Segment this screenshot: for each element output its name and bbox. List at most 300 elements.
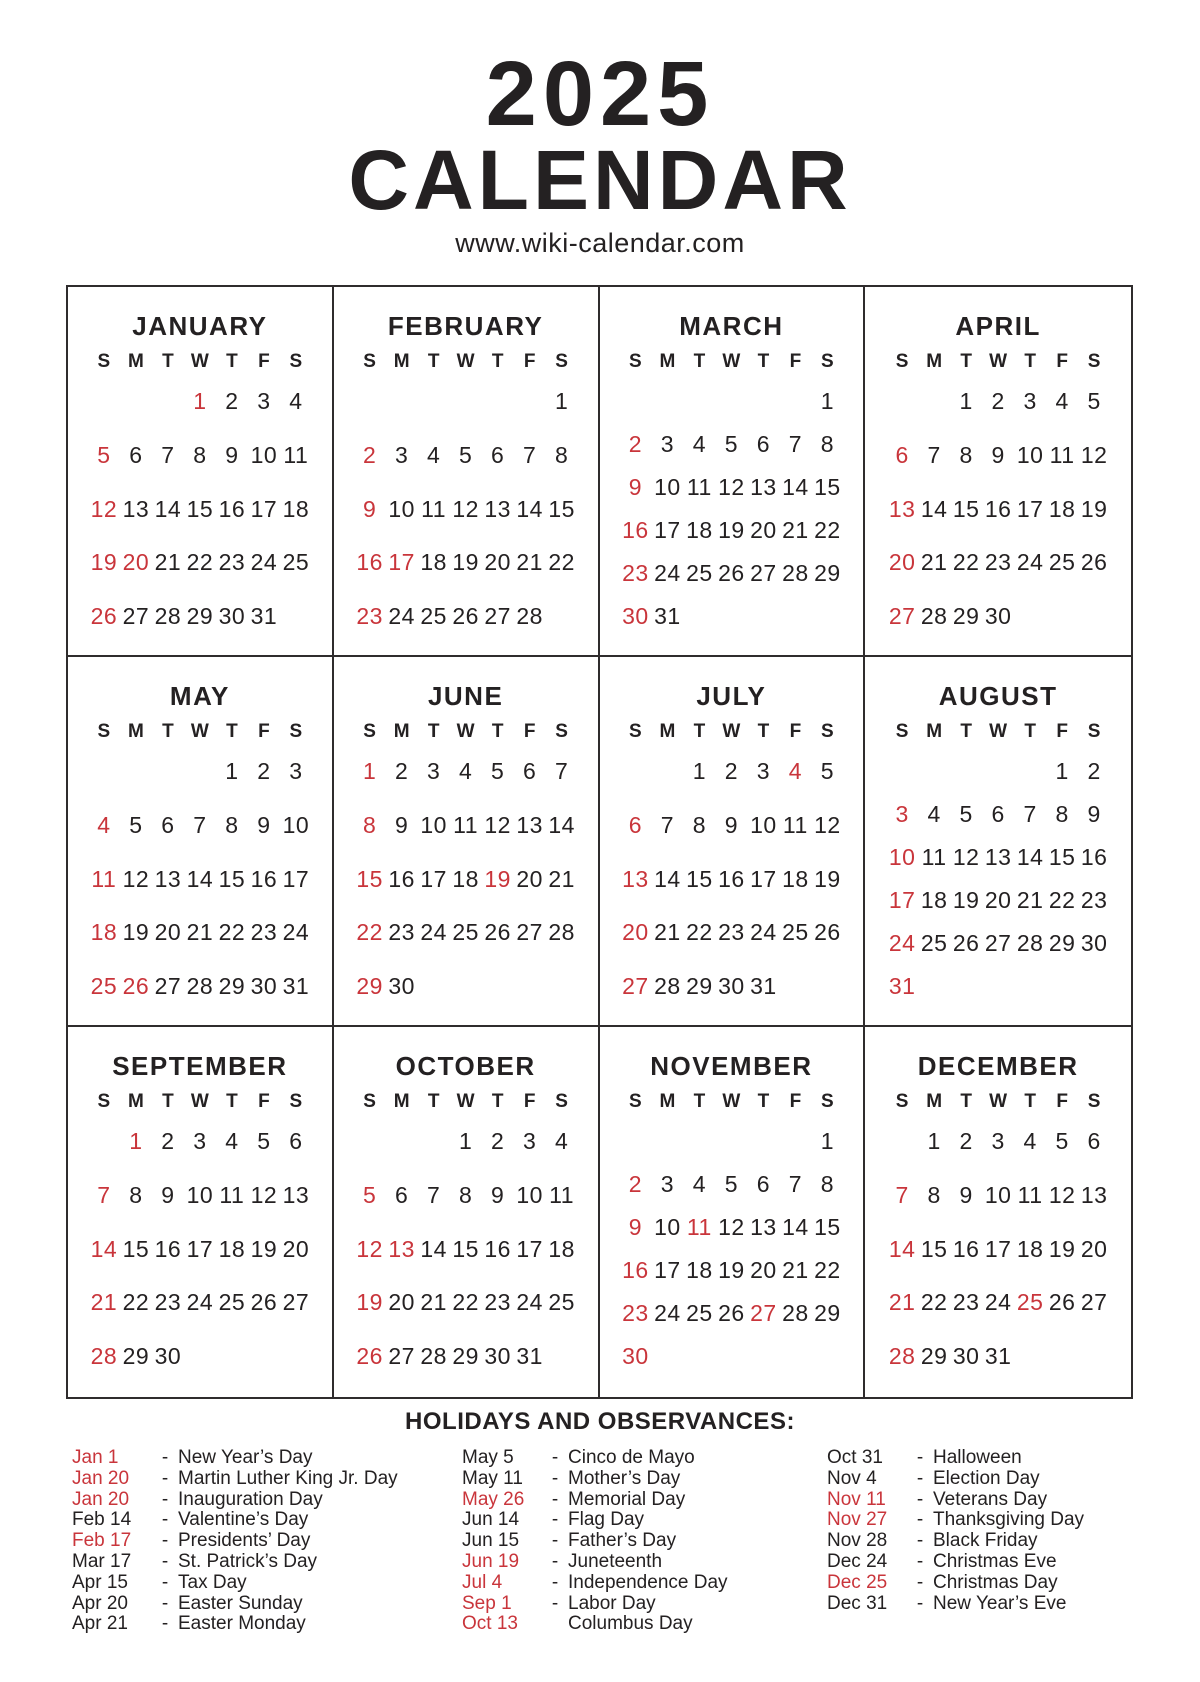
empty-day-cell — [1014, 600, 1046, 632]
month-weeks — [88, 755, 312, 1002]
weekday-header-row — [619, 719, 843, 745]
week-row — [619, 755, 843, 787]
weekday-header: F — [1056, 721, 1068, 742]
day-cell: 6 — [1087, 1128, 1101, 1154]
month-weeks — [619, 1125, 843, 1372]
day-cell: 20 — [750, 1257, 777, 1283]
weekday-header: M — [393, 1091, 410, 1112]
week-row — [619, 600, 843, 632]
holiday-date: Oct 13 — [462, 1613, 518, 1635]
day-cell: 8 — [129, 1181, 143, 1208]
day-cell: 18 — [282, 495, 310, 522]
empty-day-cell — [546, 600, 578, 632]
day-cell: 12 — [484, 811, 511, 838]
empty-day-cell — [619, 385, 651, 417]
day-cell: 27 — [154, 973, 182, 999]
day-cell: 30 — [388, 973, 415, 999]
weekday-header: M — [659, 721, 676, 742]
day-cell: 31 — [654, 603, 681, 629]
day-cell: 30 — [984, 603, 1012, 629]
weekday-header: S — [289, 1091, 303, 1112]
holiday-dash: - — [161, 1592, 169, 1614]
day-cell: 5 — [362, 1181, 377, 1208]
day-cell: 12 — [122, 865, 150, 892]
day-cell: 26 — [1080, 549, 1108, 576]
day-cell: 6 — [628, 811, 643, 838]
holiday-name: Independence Day — [568, 1571, 728, 1593]
day-cell: 22 — [1048, 887, 1076, 913]
day-cell: 16 — [388, 865, 415, 892]
day-cell: 1 — [554, 388, 569, 414]
empty-day-cell — [1046, 970, 1078, 1002]
empty-day-cell — [918, 385, 950, 417]
week-row — [886, 841, 1110, 873]
empty-day-cell — [280, 600, 312, 632]
day-cell: 25 — [686, 560, 713, 586]
day-cell: 5 — [724, 1171, 739, 1197]
day-cell: 16 — [484, 1235, 511, 1262]
day-cell: 9 — [394, 811, 409, 838]
day-cell: 24 — [984, 1289, 1012, 1316]
holiday-dash: - — [551, 1592, 559, 1614]
day-cell: 10 — [654, 474, 681, 500]
weekday-header: T — [226, 1091, 238, 1112]
empty-day-cell — [248, 1340, 280, 1372]
holiday-row — [462, 1510, 728, 1531]
day-cell: 28 — [654, 973, 681, 999]
day-cell: 24 — [282, 919, 310, 946]
holiday-name: Election Day — [933, 1467, 1040, 1489]
weekday-header: S — [555, 351, 568, 372]
holiday-dash: - — [916, 1467, 924, 1489]
day-cell: 29 — [814, 1300, 841, 1326]
day-cell: 2 — [394, 758, 409, 784]
day-cell: 9 — [959, 1181, 973, 1208]
day-cell: 21 — [420, 1289, 447, 1316]
day-cell: 3 — [1023, 388, 1037, 414]
weekday-header: W — [989, 1091, 1008, 1112]
empty-day-cell — [950, 970, 982, 1002]
day-cell: 4 — [289, 388, 303, 414]
day-cell: 30 — [154, 1343, 182, 1369]
day-cell: 31 — [984, 1343, 1012, 1369]
day-cell: 15 — [1048, 844, 1076, 870]
month-title: NOVEMBER — [650, 1051, 813, 1081]
holiday-row — [462, 1448, 728, 1469]
day-cell: 18 — [686, 517, 713, 543]
day-cell: 21 — [186, 919, 214, 946]
day-cell: 5 — [959, 801, 973, 827]
day-cell: 5 — [1055, 1128, 1069, 1154]
day-cell: 23 — [218, 549, 246, 576]
day-cell: 10 — [186, 1181, 214, 1208]
empty-day-cell — [651, 385, 683, 417]
day-cell: 23 — [622, 1300, 649, 1326]
day-cell: 31 — [250, 603, 278, 629]
day-cell: 2 — [724, 758, 739, 784]
day-cell: 11 — [219, 1181, 245, 1208]
holidays-column — [72, 1448, 398, 1635]
day-cell: 2 — [991, 388, 1005, 414]
week-row — [619, 916, 843, 948]
holiday-dash: - — [551, 1447, 559, 1468]
day-cell: 26 — [952, 930, 980, 956]
day-cell: 24 — [186, 1289, 214, 1316]
day-cell: 10 — [888, 844, 916, 870]
day-cell: 9 — [490, 1181, 505, 1208]
week-row — [88, 1286, 312, 1318]
day-cell: 3 — [289, 758, 303, 784]
month-title: JUNE — [427, 681, 504, 711]
empty-day-cell — [779, 600, 811, 632]
weekday-header: S — [97, 351, 111, 372]
day-cell: 8 — [458, 1181, 473, 1208]
empty-day-cell — [450, 970, 482, 1002]
day-cell: 14 — [516, 495, 543, 522]
day-cell: 21 — [1016, 887, 1044, 913]
day-cell: 7 — [1023, 801, 1037, 827]
weekday-header: F — [789, 1091, 802, 1112]
day-cell: 29 — [814, 560, 841, 586]
empty-day-cell — [651, 1125, 683, 1157]
day-cell: 29 — [186, 603, 214, 629]
day-cell: 21 — [654, 919, 681, 946]
holiday-dash: - — [916, 1550, 924, 1572]
page-title: CALENDAR — [348, 133, 852, 227]
weekday-header: F — [258, 721, 270, 742]
holiday-dash: - — [916, 1488, 924, 1510]
day-cell: 15 — [814, 474, 841, 500]
day-cell: 5 — [724, 431, 739, 457]
holiday-row — [462, 1490, 728, 1511]
day-cell: 19 — [952, 887, 980, 913]
empty-day-cell — [747, 1125, 779, 1157]
week-row — [354, 916, 578, 948]
holiday-dash: - — [161, 1488, 169, 1510]
day-cell: 10 — [654, 1214, 681, 1240]
empty-day-cell — [982, 755, 1014, 787]
day-cell: 8 — [820, 431, 835, 457]
day-cell: 30 — [952, 1343, 980, 1369]
month-weeks — [619, 385, 843, 632]
day-cell: 4 — [426, 441, 441, 468]
weekday-header: M — [926, 351, 943, 372]
empty-day-cell — [683, 385, 715, 417]
empty-day-cell — [216, 1340, 248, 1372]
day-cell: 13 — [750, 474, 777, 500]
holiday-row — [462, 1469, 728, 1490]
weekday-header: T — [491, 721, 504, 742]
day-cell: 17 — [750, 865, 777, 892]
week-row — [886, 755, 1110, 787]
empty-day-cell — [418, 970, 450, 1002]
day-cell: 13 — [622, 865, 649, 892]
weekday-header: M — [926, 721, 943, 742]
holiday-dash: - — [551, 1571, 559, 1593]
day-cell: 3 — [895, 801, 909, 827]
day-cell: 5 — [257, 1128, 271, 1154]
weekday-header: T — [693, 1091, 706, 1112]
day-cell: 24 — [654, 560, 681, 586]
holiday-date: Dec 25 — [827, 1571, 888, 1593]
week-row — [88, 1179, 312, 1211]
week-row — [354, 493, 578, 525]
day-cell: 4 — [927, 801, 941, 827]
day-cell: 27 — [122, 603, 150, 629]
day-cell: 4 — [1023, 1128, 1037, 1154]
day-cell: 14 — [920, 495, 948, 522]
day-cell: 25 — [1016, 1289, 1044, 1316]
day-cell: 29 — [1048, 930, 1076, 956]
weekday-header: S — [97, 1091, 111, 1112]
day-cell: 23 — [388, 919, 415, 946]
month-november — [600, 1027, 866, 1397]
weekday-header: T — [491, 351, 504, 372]
empty-day-cell — [514, 970, 546, 1002]
holiday-date: Dec 31 — [827, 1592, 888, 1614]
week-row — [619, 1168, 843, 1200]
day-cell: 13 — [984, 844, 1012, 870]
day-cell: 24 — [516, 1289, 543, 1316]
day-cell: 25 — [548, 1289, 575, 1316]
day-cell: 14 — [888, 1235, 916, 1262]
week-row — [619, 1340, 843, 1372]
holiday-row — [462, 1594, 728, 1615]
day-cell: 4 — [692, 431, 707, 457]
day-cell: 15 — [218, 865, 246, 892]
weekday-header: T — [427, 1091, 440, 1112]
day-cell: 3 — [756, 758, 771, 784]
weekday-header: W — [190, 351, 209, 372]
weekday-header: T — [226, 351, 238, 372]
day-cell: 26 — [452, 603, 479, 629]
week-row — [354, 439, 578, 471]
day-cell: 27 — [516, 919, 543, 946]
day-cell: 19 — [356, 1289, 383, 1316]
day-cell: 6 — [522, 758, 537, 784]
day-cell: 2 — [257, 758, 271, 784]
month-april — [865, 287, 1131, 657]
day-cell: 19 — [814, 865, 841, 892]
holiday-name: Valentine’s Day — [178, 1509, 309, 1531]
holiday-date: Nov 28 — [827, 1530, 888, 1552]
empty-day-cell — [1014, 970, 1046, 1002]
day-cell: 21 — [90, 1289, 118, 1316]
day-cell: 2 — [628, 431, 643, 457]
day-cell: 4 — [458, 758, 473, 784]
holiday-date: Jun 15 — [462, 1530, 520, 1552]
day-cell: 17 — [388, 549, 415, 576]
day-cell: 1 — [1055, 758, 1069, 784]
day-cell: 19 — [1048, 1235, 1076, 1262]
weekday-header: F — [523, 1091, 536, 1112]
day-cell: 8 — [692, 811, 707, 838]
holiday-date: Jun 14 — [462, 1509, 520, 1531]
empty-day-cell — [715, 1125, 747, 1157]
month-january — [68, 287, 334, 657]
holiday-date: Mar 17 — [72, 1550, 132, 1572]
day-cell: 16 — [622, 1257, 649, 1283]
holiday-dash: - — [916, 1571, 924, 1593]
weekday-header: W — [722, 351, 741, 372]
week-row — [354, 1286, 578, 1318]
day-cell: 28 — [90, 1343, 118, 1369]
weekday-header-row — [886, 1089, 1110, 1115]
weekday-header: M — [393, 721, 410, 742]
empty-day-cell — [482, 385, 514, 417]
weekday-header: T — [162, 721, 174, 742]
day-cell: 1 — [959, 388, 973, 414]
holiday-dash: - — [161, 1509, 169, 1531]
holiday-name: Easter Sunday — [178, 1592, 303, 1614]
holiday-row — [72, 1614, 398, 1635]
day-cell: 3 — [257, 388, 271, 414]
day-cell: 16 — [1080, 844, 1108, 870]
month-title: AUGUST — [938, 681, 1058, 711]
day-cell: 14 — [154, 495, 182, 522]
empty-day-cell — [811, 600, 843, 632]
website-url: www.wiki-calendar.com — [455, 228, 745, 258]
weekday-header: W — [722, 721, 741, 742]
weekday-header: T — [427, 721, 440, 742]
week-row — [886, 1340, 1110, 1372]
day-cell: 1 — [225, 758, 239, 784]
day-cell: 6 — [490, 441, 505, 468]
holiday-dash: - — [916, 1530, 924, 1552]
empty-day-cell — [779, 1340, 811, 1372]
empty-day-cell — [88, 755, 120, 787]
holiday-date: Apr 21 — [72, 1613, 128, 1635]
weekday-header-row — [354, 349, 578, 375]
day-cell: 4 — [692, 1171, 707, 1197]
day-cell: 7 — [522, 441, 537, 468]
holiday-name: Easter Monday — [178, 1613, 306, 1635]
empty-day-cell — [1046, 1340, 1078, 1372]
month-title: APRIL — [955, 311, 1041, 341]
holiday-row — [827, 1469, 1084, 1490]
empty-day-cell — [811, 970, 843, 1002]
holidays-column — [462, 1448, 728, 1635]
day-cell: 26 — [356, 1343, 383, 1369]
day-cell: 22 — [452, 1289, 479, 1316]
day-cell: 8 — [554, 441, 569, 468]
day-cell: 30 — [218, 603, 246, 629]
week-row — [354, 546, 578, 578]
day-cell: 18 — [218, 1235, 246, 1262]
day-cell: 24 — [654, 1300, 681, 1326]
week-row — [619, 1211, 843, 1243]
day-cell: 22 — [548, 549, 575, 576]
holiday-date: May 5 — [462, 1447, 514, 1468]
day-cell: 15 — [452, 1235, 479, 1262]
holiday-row — [827, 1573, 1084, 1594]
week-row — [886, 927, 1110, 959]
day-cell: 1 — [193, 388, 207, 414]
month-weeks — [886, 1125, 1110, 1372]
day-cell: 23 — [622, 560, 649, 586]
day-cell: 20 — [388, 1289, 415, 1316]
day-cell: 22 — [814, 517, 841, 543]
empty-day-cell — [88, 385, 120, 417]
day-cell: 19 — [250, 1235, 278, 1262]
day-cell: 19 — [484, 865, 511, 892]
day-cell: 10 — [516, 1181, 543, 1208]
weekday-header-row — [619, 349, 843, 375]
day-cell: 25 — [782, 919, 809, 946]
day-cell: 16 — [356, 549, 383, 576]
empty-day-cell — [386, 385, 418, 417]
holiday-name: Juneteenth — [568, 1550, 663, 1572]
weekday-header: T — [757, 721, 770, 742]
day-cell: 14 — [186, 865, 214, 892]
day-cell: 17 — [516, 1235, 543, 1262]
weekday-header: W — [456, 351, 475, 372]
empty-day-cell — [886, 1125, 918, 1157]
week-row — [886, 546, 1110, 578]
weekday-header: F — [1056, 1091, 1068, 1112]
weekday-header: T — [1024, 721, 1036, 742]
weekday-header: S — [895, 1091, 909, 1112]
day-cell: 28 — [920, 603, 948, 629]
week-row — [619, 863, 843, 895]
day-cell: 6 — [161, 811, 175, 838]
day-cell: 27 — [750, 1300, 777, 1326]
day-cell: 28 — [186, 973, 214, 999]
day-cell: 27 — [888, 603, 916, 629]
day-cell: 12 — [718, 1214, 745, 1240]
weekday-header-row — [619, 1089, 843, 1115]
day-cell: 24 — [420, 919, 447, 946]
day-cell: 25 — [686, 1300, 713, 1326]
week-row — [354, 385, 578, 417]
day-cell: 31 — [750, 973, 777, 999]
weekday-header: F — [523, 351, 536, 372]
day-cell: 7 — [97, 1181, 111, 1208]
week-row — [354, 755, 578, 787]
weekday-header: S — [363, 1091, 376, 1112]
day-cell: 30 — [484, 1343, 511, 1369]
week-row — [619, 557, 843, 589]
day-cell: 26 — [1048, 1289, 1076, 1316]
month-august — [865, 657, 1131, 1027]
empty-day-cell — [184, 755, 216, 787]
day-cell: 13 — [750, 1214, 777, 1240]
day-cell: 11 — [91, 865, 117, 892]
empty-day-cell — [651, 1340, 683, 1372]
day-cell: 12 — [1048, 1181, 1076, 1208]
day-cell: 10 — [750, 811, 777, 838]
day-cell: 21 — [888, 1289, 916, 1316]
weekday-header: T — [162, 1091, 174, 1112]
empty-day-cell — [120, 385, 152, 417]
day-cell: 21 — [920, 549, 948, 576]
holidays-column — [827, 1448, 1084, 1614]
empty-day-cell — [386, 1125, 418, 1157]
week-row — [88, 1340, 312, 1372]
weekday-header: F — [789, 721, 802, 742]
day-cell: 12 — [250, 1181, 278, 1208]
holiday-date: Sep 1 — [462, 1592, 512, 1614]
week-row — [354, 1233, 578, 1265]
holiday-dash: - — [551, 1488, 559, 1510]
empty-day-cell — [811, 1340, 843, 1372]
day-cell: 28 — [888, 1343, 916, 1369]
day-cell: 2 — [161, 1128, 175, 1154]
weekday-header: T — [693, 721, 706, 742]
day-cell: 25 — [920, 930, 948, 956]
holiday-date: Jan 20 — [72, 1467, 130, 1489]
day-cell: 9 — [628, 474, 643, 500]
